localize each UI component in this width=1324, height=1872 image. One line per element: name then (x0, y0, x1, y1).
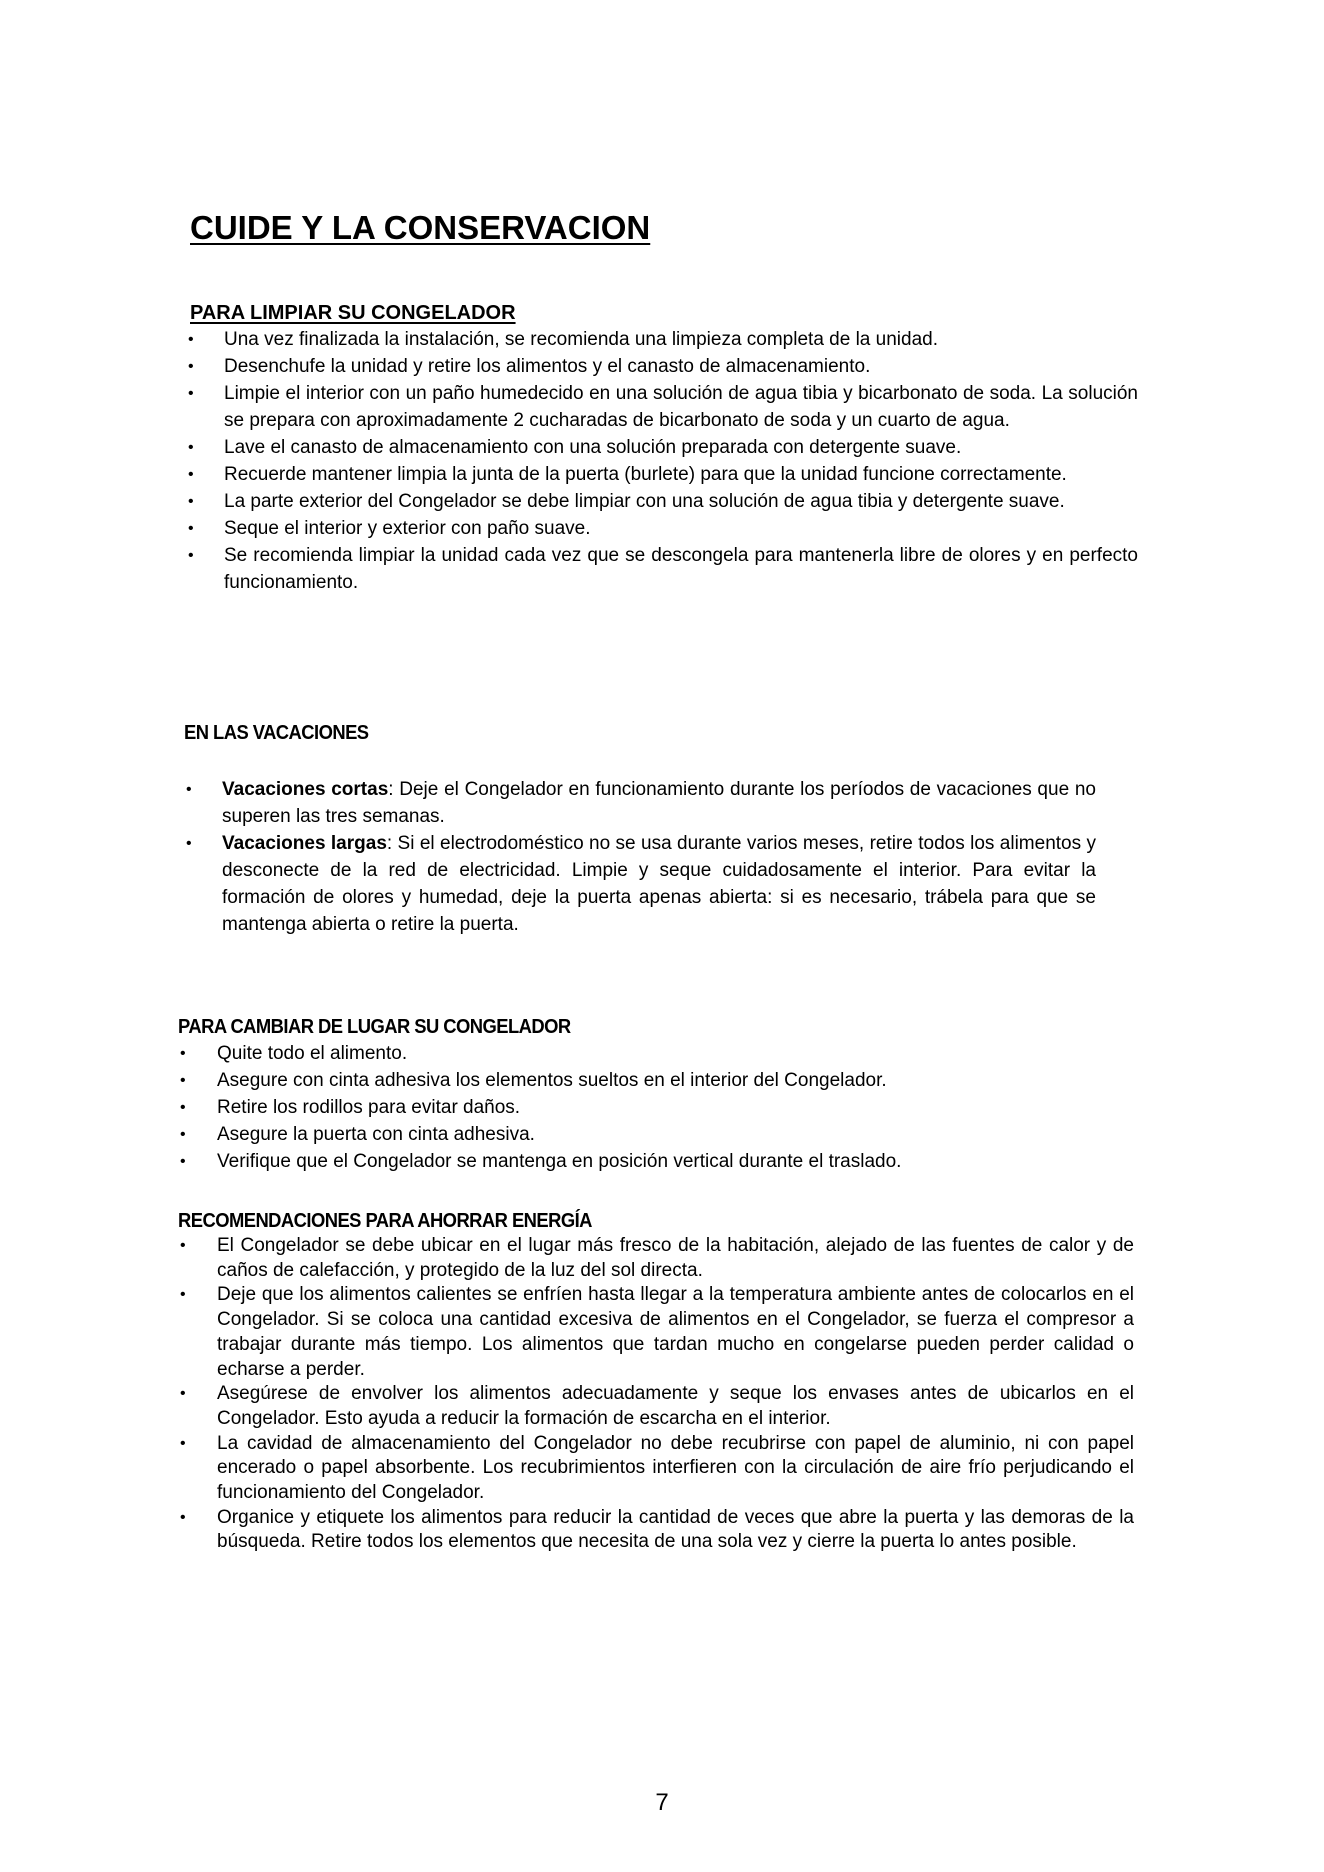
list-item: • Asegure con cinta adhesiva los elementos sueltos en el interior del Congelador. (178, 1067, 1134, 1094)
item-label: Vacaciones cortas (222, 779, 389, 800)
list-item: • Seque el interior y exterior con paño suave. (190, 515, 1138, 542)
list-item: • Vacaciones largas: Si el electrodoméstico no se usa durante varios meses, retire todos los alimentos y desconecte de la red de electricidad. Limpie y seque cuidadosamente el interior. Para evitar la formación de olores y humedad, deje la puerta apenas abierta: si es necesario, trábela para que se mantenga abierta o retire la puerta. (184, 830, 1096, 938)
list-item: • Se recomienda limpiar la unidad cada vez que se descongela para mantenerla libre de olores y en perfecto funcionamiento. (190, 542, 1138, 596)
list-item: • Organice y etiquete los alimentos para reducir la cantidad de veces que abre la puerta y las demoras de la búsqueda. Retire todos los elementos que necesita de una sola vez y cierre la puerta lo antes posible. (180, 1506, 1134, 1553)
bullet-icon: • (180, 1434, 186, 1452)
list-item: • Una vez finalizada la instalación, se recomienda una limpieza completa de la unidad. (190, 326, 1138, 353)
list-item: • Limpie el interior con un paño humedecido en una solución de agua tibia y bicarbonato de soda. La solución se prepara con aproximadamente 2 cucharadas de bicarbonato de soda y un cuarto de agua. (190, 380, 1138, 434)
section-energy-saving (178, 1208, 1134, 1555)
section-heading-cleaning: PARA LIMPIAR SU CONGELADOR (190, 302, 516, 324)
moving-list (178, 1040, 1134, 1175)
list-item: • Asegúrese de envolver los alimentos adecuadamente y seque los envases antes de ubicarlos en el Congelador. Esto ayuda a reducir la formación de escarcha en el interior. (180, 1383, 1134, 1429)
section-heading-vacations: EN LAS VACACIONES (184, 722, 369, 744)
bullet-icon: • (186, 835, 192, 852)
bullet-icon: • (180, 1286, 186, 1304)
section-heading-moving: PARA CAMBIAR DE LUGAR SU CONGELADOR (178, 1016, 571, 1038)
bullet-icon: • (180, 1508, 186, 1526)
bullet-icon: • (180, 1099, 186, 1116)
bullet-icon: • (188, 466, 194, 483)
bullet-icon: • (188, 493, 194, 510)
item-label: Vacaciones largas (222, 833, 387, 854)
bullet-icon: • (180, 1153, 186, 1170)
list-item: • La parte exterior del Congelador se debe limpiar con una solución de agua tibia y detergente suave. (190, 488, 1138, 515)
page-title: CUIDE Y LA CONSERVACION (190, 209, 651, 246)
list-item: • Desenchufe la unidad y retire los alimentos y el canasto de almacenamiento. (190, 353, 1138, 380)
list-item: • Deje que los alimentos calientes se enfríen hasta llegar a la temperatura ambiente antes de colocarlos en el Congelador. Si se coloca una cantidad excesiva de alimentos en el Congelador, se fuerza el compresor a trabajar durante más tiempo. Los alimentos que tardan mucho en congelarse pueden perder calidad o echarse a perder. (180, 1284, 1134, 1380)
list-item: • Retire los rodillos para evitar daños. (178, 1094, 1134, 1121)
section-cleaning (190, 300, 1138, 596)
section-moving (178, 1014, 1134, 1175)
list-item: • Verifique que el Congelador se mantenga en posición vertical durante el traslado. (178, 1148, 1134, 1175)
bullet-icon: • (188, 547, 194, 564)
section-vacations (184, 720, 1096, 938)
bullet-icon: • (180, 1072, 186, 1089)
bullet-icon: • (180, 1045, 186, 1062)
bullet-icon: • (180, 1237, 186, 1254)
cleaning-list (190, 326, 1138, 596)
bullet-icon: • (188, 385, 194, 402)
list-item: • Recuerde mantener limpia la junta de la puerta (burlete) para que la unidad funcione correctamente. (190, 461, 1138, 488)
list-item: • Lave el canasto de almacenamiento con una solución preparada con detergente suave. (190, 434, 1138, 461)
list-item: • Quite todo el alimento. (178, 1040, 1134, 1067)
bullet-icon: • (188, 331, 194, 348)
list-item: • Asegure la puerta con cinta adhesiva. (178, 1121, 1134, 1148)
bullet-icon: • (188, 439, 194, 456)
list-item: • La cavidad de almacenamiento del Congelador no debe recubrirse con papel de aluminio, ni con papel encerado o papel absorbente. Los recubrimientos interfieren con la circulación de aire frío perjudicando el funcionamiento del Congelador. (180, 1432, 1134, 1504)
energy-list (178, 1234, 1134, 1555)
list-item: • El Congelador se debe ubicar en el lugar más fresco de la habitación, alejado de las fuentes de calor y de caños de calefacción, y protegido de la luz del sol directa. (180, 1235, 1134, 1281)
bullet-icon: • (188, 358, 194, 375)
list-item: • Vacaciones cortas: Deje el Congelador en funcionamiento durante los períodos de vacaciones que no superen las tres semanas. (184, 776, 1096, 830)
bullet-icon: • (180, 1385, 186, 1403)
page-number: 7 (655, 1789, 669, 1816)
bullet-icon: • (180, 1126, 186, 1143)
bullet-icon: • (186, 781, 192, 798)
vacations-list (184, 776, 1096, 938)
section-heading-energy: RECOMENDACIONES PARA AHORRAR ENERGÍA (178, 1210, 592, 1232)
bullet-icon: • (188, 520, 194, 537)
